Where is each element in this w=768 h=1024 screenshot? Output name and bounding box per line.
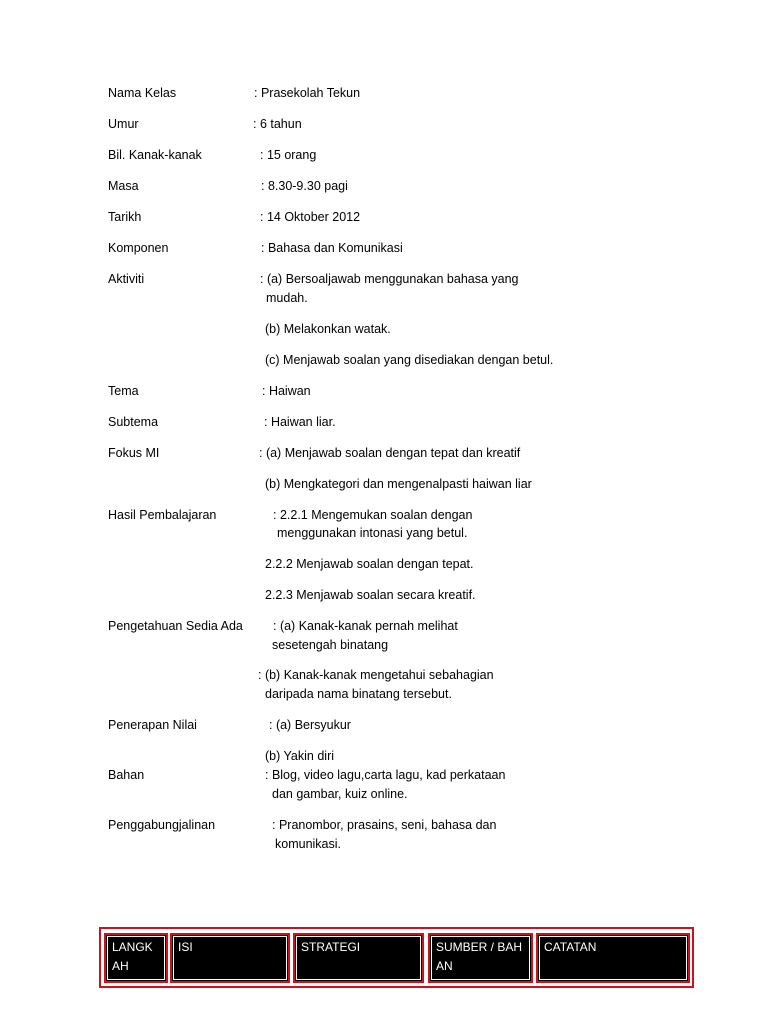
value-tema: : Haiwan xyxy=(262,384,311,398)
header-cell-isi: ISI xyxy=(170,933,290,983)
label-penggabungjalinan: Penggabungjalinan xyxy=(108,818,216,832)
value-subtema: : Haiwan liar. xyxy=(264,415,336,429)
value-komponen: : Bahasa dan Komunikasi xyxy=(261,241,403,255)
value-nama-kelas: : Prasekolah Tekun xyxy=(254,86,361,100)
header-cell-strategi: STRATEGI xyxy=(293,933,424,983)
label-komponen: Komponen xyxy=(108,241,169,255)
header-cell-catatan: CATATAN xyxy=(536,933,690,983)
lesson-steps-table-header xyxy=(99,927,694,988)
label-pengetahuan-sedia-ada: Pengetahuan Sedia Ada xyxy=(108,619,243,633)
label-penerapan-nilai: Penerapan Nilai xyxy=(108,718,197,732)
label-bil-kanak-kanak: Bil. Kanak-kanak xyxy=(108,148,202,162)
value-pengetahuan-line-2: sesetengah binatang xyxy=(272,638,389,652)
value-aktiviti-line-1: : (a) Bersoaljawab menggunakan bahasa yang xyxy=(260,272,519,286)
value-hasil-line-1: : 2.2.1 Mengemukan soalan dengan xyxy=(273,508,473,522)
label-fokus-mi: Fokus MI xyxy=(108,446,160,460)
label-hasil-pembalajaran: Hasil Pembalajaran xyxy=(108,508,217,522)
value-fokus-mi-line-2: (b) Mengkategori dan mengenalpasti haiwan liar xyxy=(265,477,532,491)
value-hasil-line-2: menggunakan intonasi yang betul. xyxy=(277,526,468,540)
label-tarikh: Tarikh xyxy=(108,210,142,224)
header-cell-sumber-bahan: SUMBER / BAHAN xyxy=(428,933,533,983)
value-aktiviti-line-4: (c) Menjawab soalan yang disediakan dengan betul. xyxy=(265,353,554,367)
label-subtema: Subtema xyxy=(108,415,159,429)
value-fokus-mi-line-1: : (a) Menjawab soalan dengan tepat dan kreatif xyxy=(259,446,521,460)
value-hasil-line-4: 2.2.3 Menjawab soalan secara kreatif. xyxy=(265,588,476,602)
value-pengetahuan-line-1: : (a) Kanak-kanak pernah melihat xyxy=(273,619,458,633)
value-tarikh: : 14 Oktober 2012 xyxy=(260,210,361,224)
value-penggabungjalinan-line-1: : Pranombor, prasains, seni, bahasa dan xyxy=(272,818,497,832)
value-hasil-line-3: 2.2.2 Menjawab soalan dengan tepat. xyxy=(265,557,474,571)
value-aktiviti-line-2: mudah. xyxy=(266,291,308,305)
value-penerapan-line-1: : (a) Bersyukur xyxy=(269,718,351,732)
value-bahan-line-1: : Blog, video lagu,carta lagu, kad perkataan xyxy=(265,768,506,782)
value-pengetahuan-line-4: daripada nama binatang tersebut. xyxy=(265,687,452,701)
value-penerapan-line-2: (b) Yakin diri xyxy=(265,749,335,763)
label-umur: Umur xyxy=(108,117,139,131)
value-pengetahuan-line-3: : (b) Kanak-kanak mengetahui sebahagian xyxy=(258,668,494,682)
label-aktiviti: Aktiviti xyxy=(108,272,145,286)
value-bahan-line-2: dan gambar, kuiz online. xyxy=(272,787,408,801)
label-nama-kelas: Nama Kelas xyxy=(108,86,177,100)
header-cell-langkah: LANGKAH xyxy=(104,933,168,983)
value-bil-kanak-kanak: : 15 orang xyxy=(260,148,317,162)
label-masa: Masa xyxy=(108,179,139,193)
label-bahan: Bahan xyxy=(108,768,145,782)
value-penggabungjalinan-line-2: komunikasi. xyxy=(275,837,341,851)
value-umur: : 6 tahun xyxy=(253,117,302,131)
label-tema: Tema xyxy=(108,384,139,398)
value-aktiviti-line-3: (b) Melakonkan watak. xyxy=(265,322,391,336)
value-masa: : 8.30-9.30 pagi xyxy=(261,179,348,193)
